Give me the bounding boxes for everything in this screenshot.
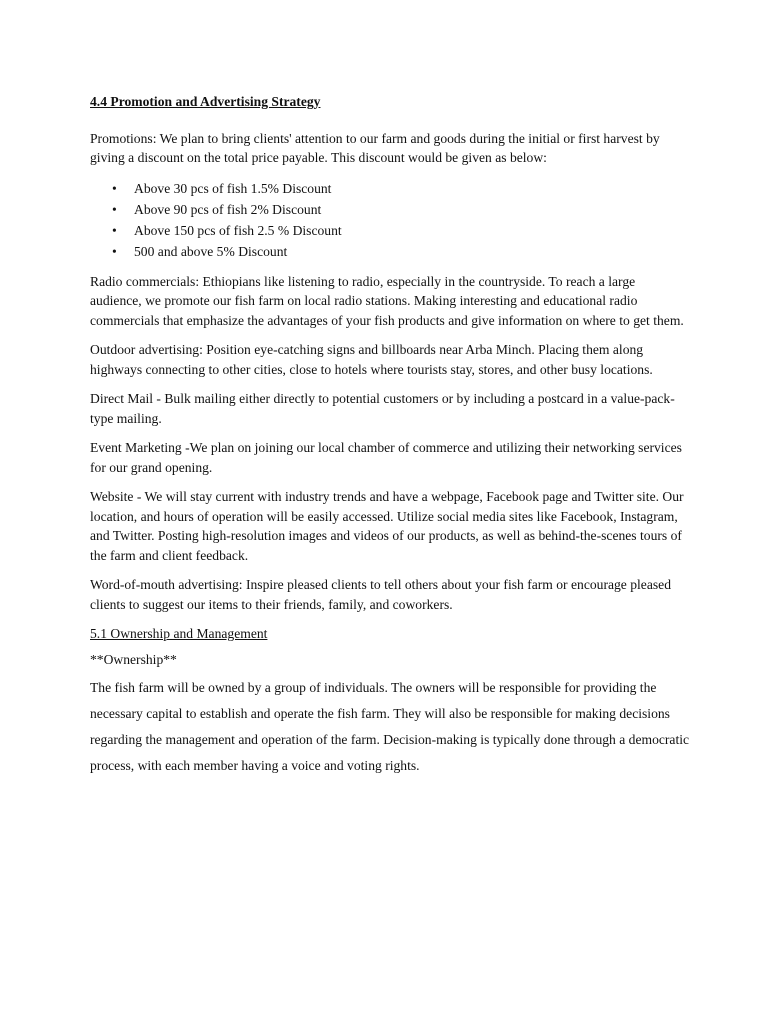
list-item (90, 241, 690, 262)
discount-text: Above 30 pcs of fish 1.5% Discount (134, 180, 332, 196)
ownership-tag: **Ownership** (90, 651, 177, 667)
word-of-mouth-paragraph: Word-of-mouth advertising: Inspire pleased clients to tell others about your fish farm or encourage pleased clients to suggest our items to their friends, family, and coworkers. (90, 577, 671, 612)
ownership-paragraph: The fish farm will be owned by a group of individuals. The owners will be responsible for providing the necessary capital to establish and operate the fish farm. They will also be responsible for making decisions regarding the management and operation of the farm. Decision-making is typically done through a democratic process, with each member having a voice and voting rights. (90, 680, 690, 773)
list-item (90, 199, 690, 220)
list-item (90, 178, 690, 199)
discount-text: 500 and above 5% Discount (134, 243, 288, 259)
bullet-icon: • (112, 222, 117, 238)
promotions-paragraph: Promotions: We plan to bring clients' attention to our farm and goods during the initial or first harvest by giving a discount on the total price payable. This discount would be given as below: (90, 130, 660, 165)
document-page (90, 92, 690, 779)
discount-text: Above 90 pcs of fish 2% Discount (134, 201, 322, 217)
list-item (90, 220, 690, 241)
bullet-icon: • (112, 243, 117, 259)
radio-paragraph: Radio commercials: Ethiopians like listening to radio, especially in the countryside. To reach a large audience, we promote our fish farm on local radio stations. Making interesting and educational radio commercials that emphasize the advantages of your fish products and give information on where to get them. (90, 273, 684, 328)
event-marketing-paragraph: Event Marketing -We plan on joining our local chamber of commerce and utilizing their networking services for our grand opening. (90, 440, 682, 475)
outdoor-paragraph: Outdoor advertising: Position eye-catching signs and billboards near Arba Minch. Placing them along highways connecting to other cities, close to hotels where tourists stay, stores, and other busy locations. (90, 342, 653, 377)
website-paragraph: Website - We will stay current with industry trends and have a webpage, Facebook page and Twitter site. Our location, and hours of operation will be easily accessed. Utilize social media sites like Facebook, Instagram, and Twitter. Posting high-resolution images and videos of our products, as well as behind-the-scenes tours of the farm and client feedback. (90, 489, 684, 563)
direct-mail-paragraph: Direct Mail - Bulk mailing either directly to potential customers or by including a postcard in a value-pack-type mailing. (90, 391, 675, 426)
discount-text: Above 150 pcs of fish 2.5 % Discount (134, 222, 342, 238)
bullet-icon: • (112, 201, 117, 217)
ownership-heading: 5.1 Ownership and Management (90, 626, 268, 641)
bullet-icon: • (112, 180, 117, 196)
discount-list (90, 178, 690, 262)
section-heading: 4.4 Promotion and Advertising Strategy (90, 94, 321, 109)
